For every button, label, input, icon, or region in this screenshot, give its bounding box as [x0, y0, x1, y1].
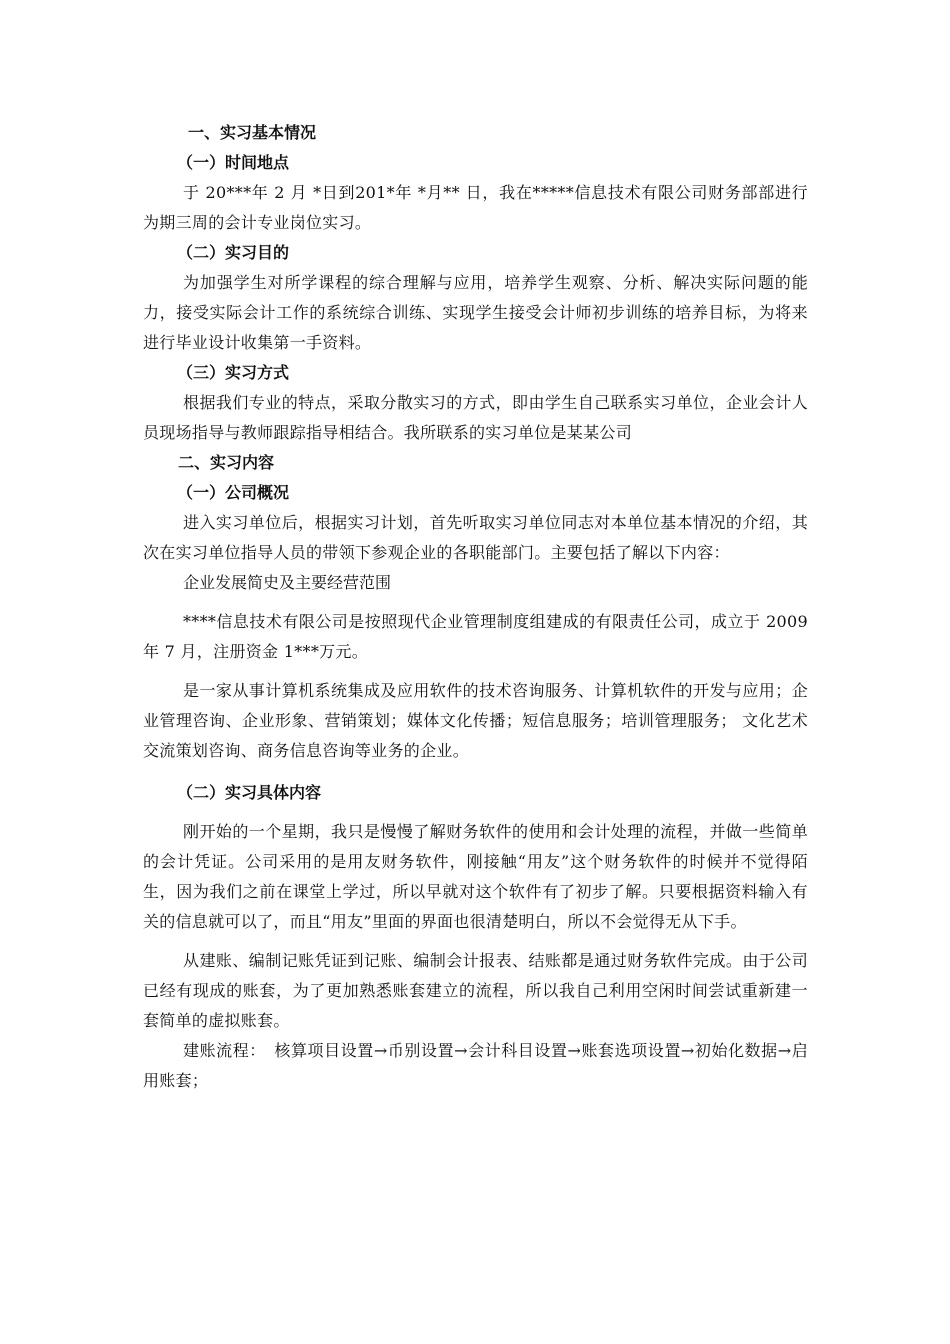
paragraph-purpose: 为加强学生对所学课程的综合理解与应用，培养学生观察、分析、解决实际问题的能力，接受实际会计工作的系统综合训练、实现学生接受会计师初步训练的培养目标，为将来进行毕业设计收集第一手资料。 [143, 273, 808, 352]
subheading-internship-details: （二）实习具体内容 [177, 783, 322, 802]
paragraph-software-learning: 刚开始的一个星期，我只是慢慢了解财务软件的使用和会计处理的流程，并做一些简单的会计凭证。公司采用的是用友财务软件，刚接触“用友”这个财务软件的时候并不觉得陌生，因为我们之前在课堂上学过，所以早就对这个软件有了初步了解。只要根据资料输入有关的信息就可以了，而且“用友”里面的界面也很清楚明白，所以不会觉得无从下手。 [143, 822, 808, 931]
subheading-company-overview: （一）公司概况 [177, 483, 290, 502]
paragraph-company-business: 是一家从事计算机系统集成及应用软件的技术咨询服务、计算机软件的开发与应用；企业管理咨询、企业形象、营销策划；媒体文化传播；短信息服务；培训管理服务； 文化艺术交流策划咨询、商务信息咨询等业务的企业。 [143, 681, 808, 760]
paragraph-company-intro: 进入实习单位后，根据实习计划，首先听取实习单位同志对本单位基本情况的介绍，其次在实习单位指导人员的带领下参观企业的各职能部门。主要包括了解以下内容： [143, 513, 808, 562]
list-item-company-history: 企业发展简史及主要经营范围 [183, 573, 392, 592]
subheading-purpose: （二）实习目的 [177, 243, 290, 262]
subheading-time-place: （一）时间地点 [177, 153, 290, 172]
paragraph-setup-flow: 建账流程： 核算项目设置→币别设置→会计科目设置→账套选项设置→初始化数据→启用账套； [143, 1041, 808, 1090]
subheading-method: （三）实习方式 [177, 363, 290, 382]
paragraph-account-setup: 从建账、编制记账凭证到记账、编制会计报表、结账都是通过财务软件完成。由于公司已经有现成的账套，为了更加熟悉账套建立的流程，所以我自己利用空闲时间尝试重新建一套简单的虚拟账套。 [143, 951, 808, 1030]
paragraph-method: 根据我们专业的特点，采取分散实习的方式，即由学生自己联系实习单位，企业会计人员现场指导与教师跟踪指导相结合。我所联系的实习单位是某某公司 [143, 393, 808, 442]
document-body [143, 118, 808, 1096]
paragraph-time-place: 于 20***年 2 月 *日到201*年 *月** 日，我在*****信息技术有限公司财务部部进行为期三周的会计专业岗位实习。 [143, 183, 808, 232]
section-heading-content: 二、实习内容 [178, 453, 275, 472]
paragraph-company-founding: ****信息技术有限公司是按照现代企业管理制度组建成的有限责任公司，成立于 2009 年 7 月，注册资金 1***万元。 [143, 612, 808, 661]
section-heading-basic-info: 一、实习基本情况 [188, 123, 317, 142]
